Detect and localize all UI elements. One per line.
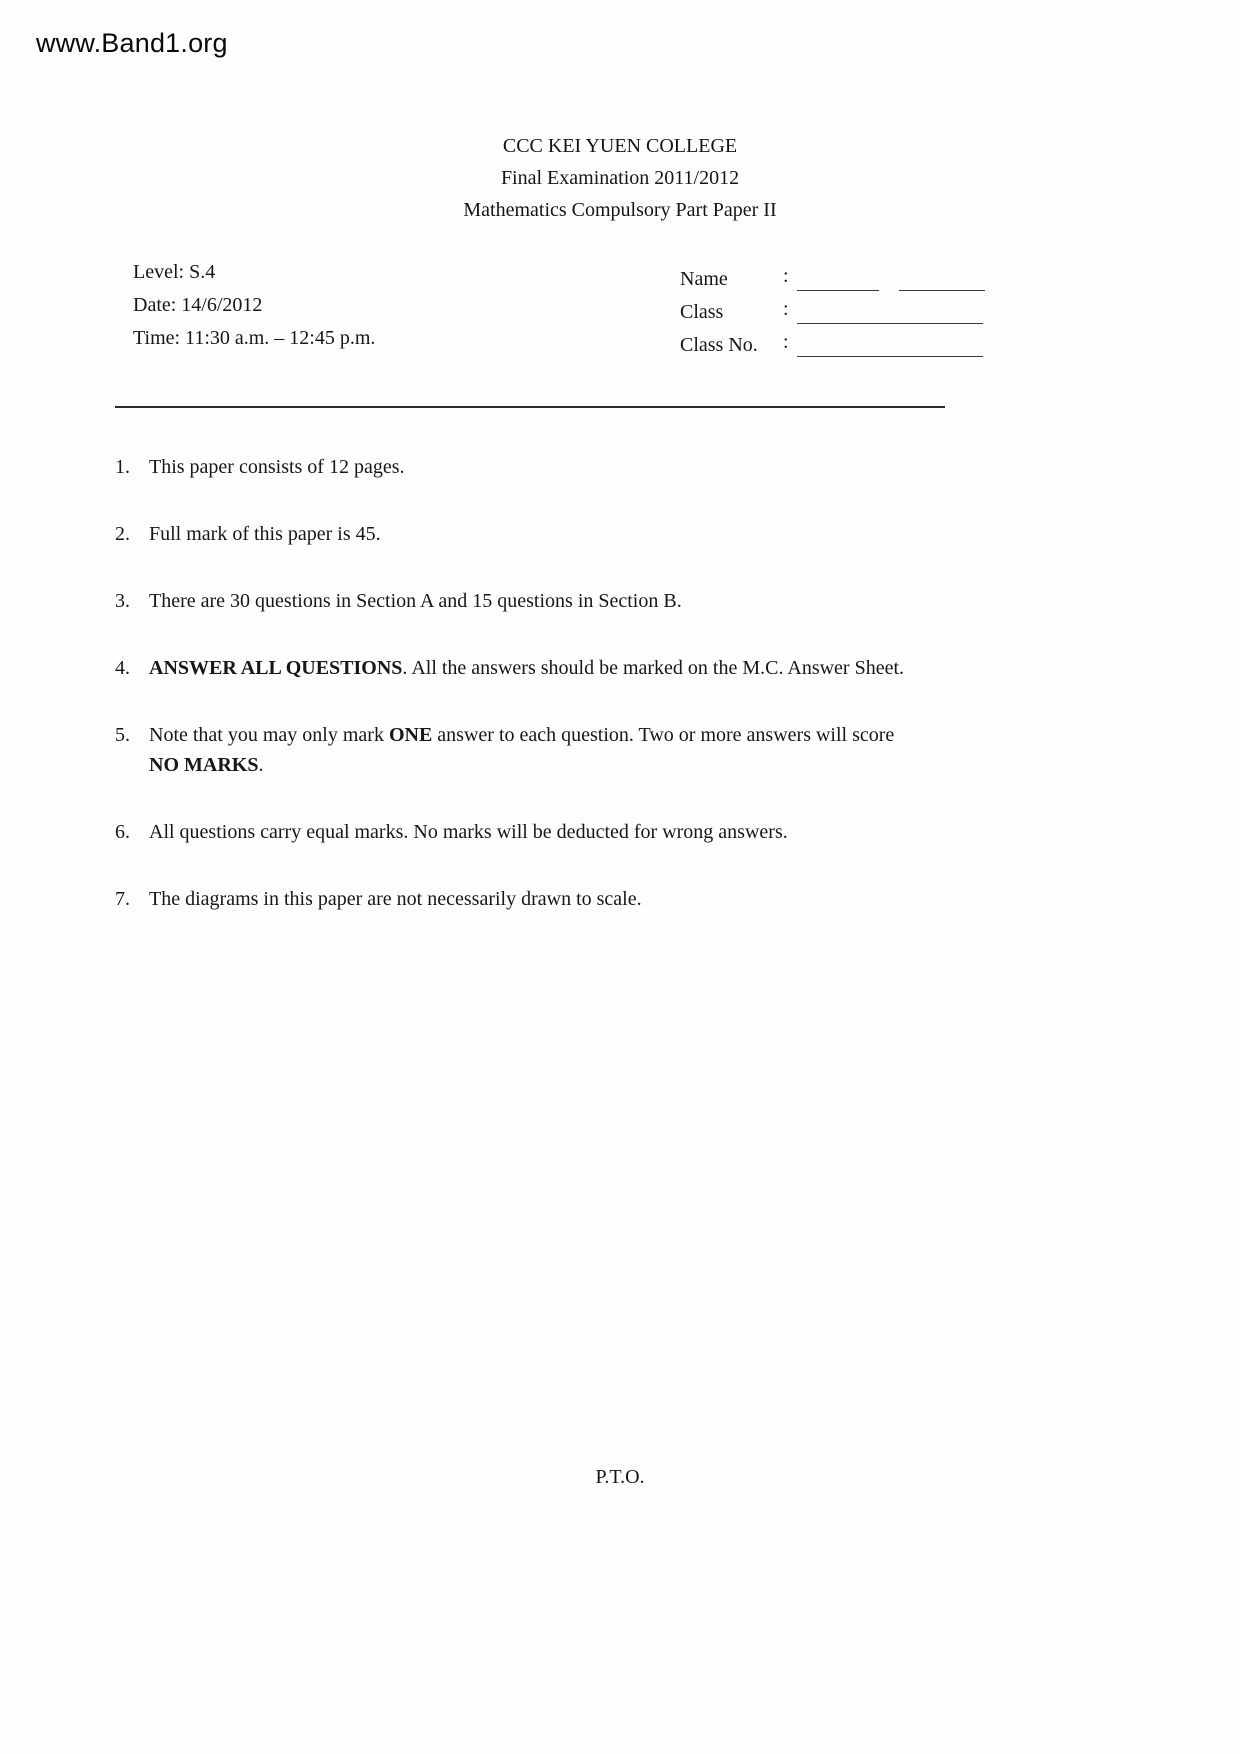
class-label: Class (680, 301, 724, 323)
instruction-number: 4. (115, 657, 130, 679)
exam-info (133, 256, 553, 355)
class-no-colon: : (783, 331, 789, 353)
instruction-item-5 (115, 720, 1115, 780)
instruction-item-3 (115, 586, 1115, 616)
instruction-rest-text: . All the answers should be marked on the M.C. Answer Sheet. (402, 657, 905, 679)
instruction-text: The diagrams in this paper are not necessarily drawn to scale. (149, 888, 642, 910)
instruction-text: This paper consists of 12 pages. (149, 456, 405, 478)
instruction-number: 5. (115, 724, 130, 746)
instruction-text (149, 653, 1115, 683)
class-blank-line (797, 299, 983, 324)
watermark: www.Band1.org (36, 28, 228, 58)
instructions-list (115, 452, 1115, 951)
instruction-mid-text: answer to each question. Two or more answers will score (432, 724, 895, 746)
class-no-label: Class No. (680, 334, 758, 356)
name-blank-line-2 (899, 266, 985, 291)
pto-label: P.T.O. (595, 1466, 645, 1488)
instruction-item-7 (115, 884, 1115, 914)
class-colon: : (783, 298, 789, 320)
instruction-bold-text-2: NO MARKS (149, 754, 259, 776)
instruction-text (149, 720, 1115, 780)
student-fields (680, 258, 1010, 357)
name-blank-line-1 (797, 266, 879, 291)
instruction-text: All questions carry equal marks. No marks will be deducted for wrong answers. (149, 821, 788, 843)
instruction-text: There are 30 questions in Section A and 15 questions in Section B. (149, 590, 682, 612)
paper-title: Mathematics Compulsory Part Paper II (463, 199, 777, 221)
instruction-bold-text: ONE (388, 724, 433, 746)
instruction-bold-text: ANSWER ALL QUESTIONS (149, 657, 403, 679)
class-no-blank-line (797, 332, 983, 357)
instruction-number: 7. (115, 888, 130, 910)
class-field-row (680, 291, 1010, 324)
instruction-item-2 (115, 519, 1115, 549)
instruction-text: Full mark of this paper is 45. (149, 523, 381, 545)
instruction-number: 2. (115, 523, 130, 545)
instruction-item-4 (115, 653, 1115, 683)
name-label: Name (680, 268, 728, 290)
instruction-item-1 (115, 452, 1115, 482)
time-label: Time: 11:30 a.m. – 12:45 p.m. (133, 327, 376, 349)
instruction-pre-text: Note that you may only mark (149, 724, 389, 746)
exam-title: Final Examination 2011/2012 (500, 167, 740, 189)
title-block (0, 130, 1240, 226)
level-label: Level: S.4 (133, 261, 216, 283)
instruction-end-text: . (258, 754, 264, 776)
instruction-number: 1. (115, 456, 130, 478)
name-colon: : (783, 265, 789, 287)
class-no-field-row (680, 324, 1010, 357)
college-name: CCC KEI YUEN COLLEGE (502, 135, 738, 157)
instruction-item-6 (115, 817, 1115, 847)
horizontal-divider (115, 406, 945, 408)
instruction-number: 3. (115, 590, 130, 612)
name-field-row (680, 258, 1010, 291)
instruction-number: 6. (115, 821, 130, 843)
date-label: Date: 14/6/2012 (133, 294, 263, 316)
